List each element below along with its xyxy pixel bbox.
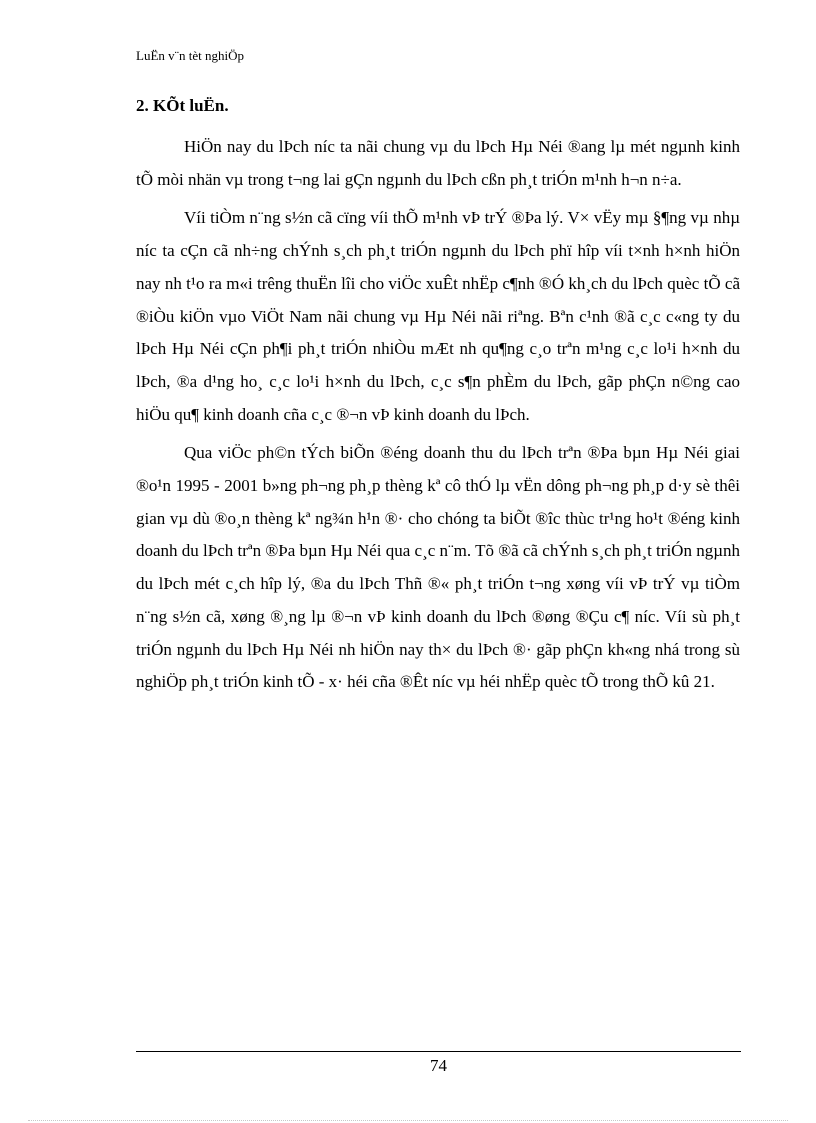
page-edge-divider [28, 1120, 788, 1121]
section-title: 2. KÕt luËn. [136, 96, 229, 115]
running-header: LuËn v¨n tèt nghiÖp [136, 48, 244, 63]
body-text [136, 131, 740, 705]
footer-divider [136, 1051, 741, 1052]
page-number: 74 [430, 1056, 447, 1075]
paragraph-1: HiÖn nay du lÞch níc ta nãi chung vµ du lÞch Hµ Néi ®ang lµ mét ngµnh kinh tÕ mòi nhän vµ trong t¬ng lai gÇn ngµnh du lÞch cßn ph¸t triÓn m¹nh h¬n n÷a. [136, 137, 740, 189]
paragraph-2: Víi tiÒm n¨ng s½n cã cïng víi thÕ m¹nh vÞ trÝ ®Þa lý. V× vËy mµ §¶ng vµ nhµ níc ta cÇn cã nh÷ng chÝnh s¸ch ph¸t triÓn ngµnh du lÞch phï hîp víi t×nh h×nh hiÖn nay nh t¹o ra m«i trêng thuËn lîi cho viÖc xuÊt nhËp c¶nh ®Ó kh¸ch du lÞch quèc tÕ cã ®iÒu kiÖn vµo ViÖt Nam nãi chung vµ Hµ Néi nãi riªng. Bªn c¹nh ®ã c¸c c«ng ty du lÞch Hµ Néi cÇn ph¶i ph¸t triÓn nhiÒu mÆt nh qu¶ng c¸o trªn m¹ng c¸c lo¹i h×nh du lÞch, ®a d¹ng ho¸ c¸c lo¹i h×nh du lÞch, c¸c s¶n phÈm du lÞch, gãp phÇn n©ng cao hiÖu qu¶ kinh doanh cña c¸c ®¬n vÞ kinh doanh du lÞch. [136, 208, 740, 424]
paragraph-3: Qua viÖc ph©n tÝch biÕn ®éng doanh thu du lÞch trªn ®Þa bµn Hµ Néi giai ®o¹n 1995 - 2001 b»ng ph¬ng ph¸p thèng kª cô thÓ lµ vËn dông ph¬ng ph¸p d·y sè thêi gian vµ dù ®o¸n thèng kª ng¾n h¹n ®· cho chóng ta biÕt ®îc thùc tr¹ng ho¹t ®éng kinh doanh du lÞch trªn ®Þa bµn Hµ Néi qua c¸c n¨m. Tõ ®ã cã chÝnh s¸ch ph¸t triÓn ngµnh du lÞch mét c¸ch hîp lý, ®a du lÞch Thñ ®« ph¸t triÓn t¬ng xøng víi vÞ trÝ vµ tiÒm n¨ng s½n cã, xøng ®¸ng lµ ®¬n vÞ kinh doanh du lÞch ®øng ®Çu c¶ níc. Víi sù ph¸t triÓn ngµnh du lÞch Hµ Néi nh hiÖn nay th× du lÞch ®· gãp phÇn kh«ng nhá trong sù nghiÖp ph¸t triÓn kinh tÕ - x· héi cña ®Êt níc vµ héi nhËp quèc tÕ trong thÕ kû 21. [136, 443, 740, 692]
